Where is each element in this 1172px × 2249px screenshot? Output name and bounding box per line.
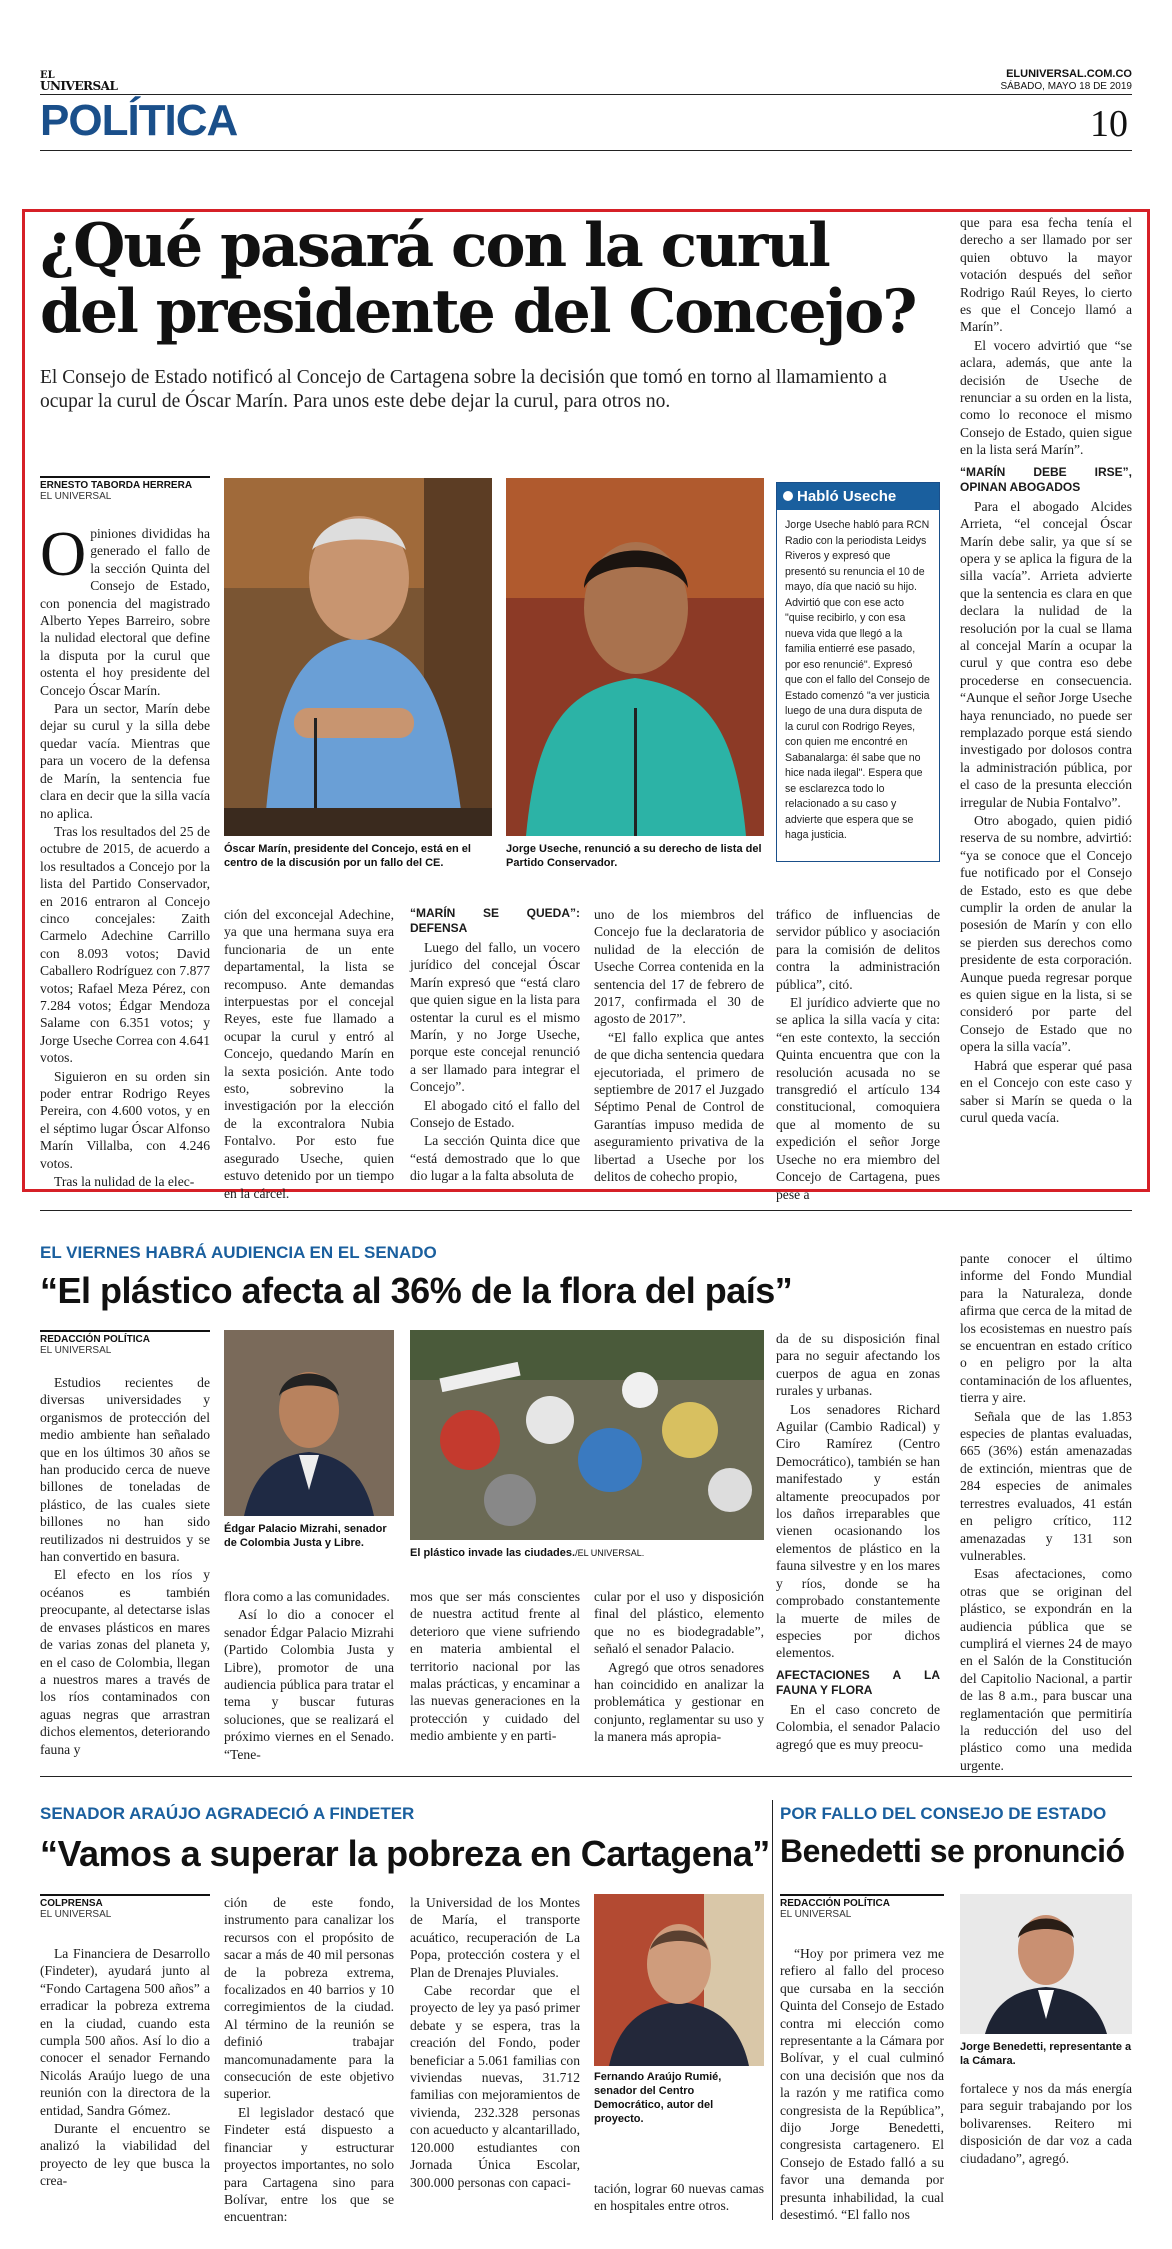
dropcap: O <box>40 518 87 589</box>
main-col3-p1: Luego del fallo, un vocero jurídico del concejal Óscar Marín expresó que “está claro que quien sigue en la lista para ostentar la curul es el mismo Marín, y no Jorge Useche, porque este concejal renunció a ser llamado para integrar el Concejo”. <box>410 940 580 1095</box>
plastic-col6-p2: Señala que de las 1.853 especies de plantas evaluadas, 665 (36%) están amenazadas de extinción, mientras que de 284 especies de animales terrestres evaluados, 41 están en peligro crítico, 112 amenazadas y 131 son vulnerables. <box>960 1408 1132 1563</box>
plastic-headline: “El plástico afecta al 36% de la flora del país” <box>40 1270 793 1311</box>
logo-line1: EL <box>40 70 55 81</box>
page-number: 10 <box>1090 103 1128 145</box>
main-col6-p3: Para el abogado Alcides Arrieta, “el concejal Óscar Marín debe salir, ya que sí se opera y se aplica la figura de la silla vacía”. Arrieta advierte que la sentencia es clara en que declara la nulidad de la resolución por la cual se llama al concejal Marín a ocupar la curul y que contra eso debe procederse en consecuencia. “Aunque el señor Jorge Useche haya renunciado, no puede ser remplazado porque está siendo investigado por dolosos contra la administración pública, por el caso de la presunta elección irregular de Nubia Fontalvo”. <box>960 498 1132 810</box>
main-col6-subhead: “MARÍN DEBE IRSE”, OPINAN ABOGADOS <box>960 464 1132 494</box>
plastic-col2-p1: flora como a las comunidades. <box>224 1589 390 1604</box>
main-col5-p1: tráfico de influencias de servidor público y asociación para la comisión de delitos contra la administración pública”, citó. <box>776 907 940 992</box>
photo-jorge-useche-art <box>506 478 764 836</box>
main-col3 <box>410 906 580 1186</box>
poverty-kicker: SENADOR ARAÚJO AGRADECIÓ A FINDETER <box>40 1804 415 1823</box>
main-headline-line1: ¿Qué pasará con la curul <box>40 211 829 281</box>
plastic-col1-p2: El efecto en los ríos y océanos es también preocupante, al detectarse islas de envases plásticos en mares de varias zonas del planeta y, en el caso de Colombia, llegan a nuestros mares a través de los ríos contaminados con aguas negras que arrastran dichos elementos, deteriorando fauna y <box>40 1567 210 1757</box>
main-byline <box>40 476 210 502</box>
plastic-outlet: EL UNIVERSAL <box>40 1345 112 1356</box>
photo-plastic-credit: /EL UNIVERSAL. <box>575 1548 645 1558</box>
divider-vertical <box>772 1800 773 2220</box>
poverty-col4 <box>594 2180 764 2216</box>
photo-jorge-benedetti-art <box>960 1894 1132 2034</box>
site-url[interactable]: ELUNIVERSAL.COM.CO <box>1006 68 1132 80</box>
poverty-col3-p2: Cabe recordar que el proyecto de ley ya pasó primer debate y se espera, tras la creación del Fondo, poder beneficiar a 5.061 familias con viviendas nuevas, 31.712 familias con mejoramientos de vivienda, 232.328 personas con acueducto y alcantarillado, 120.000 estudiantes con Jornada Única Escolar, 300.000 personas con capaci- <box>410 1983 580 2190</box>
photo-edgar-palacio-art <box>224 1330 394 1516</box>
main-author: ERNESTO TABORDA HERRERA <box>40 476 210 491</box>
plastic-col1 <box>40 1374 210 1759</box>
plastic-col4-p1: cular por el uso y disposición final del plástico, elemento que no es biodegradable”, señaló el senador Palacio. <box>594 1589 764 1657</box>
sidebar-title: Habló Useche <box>797 488 897 505</box>
plastic-col6-p1: pante conocer el último informe del Fondo Mundial para la Naturaleza, donde afirma que cerca de la mitad de los ecosistemas en nuestro país se encuentran en estado crítico o en peligro por la alta contaminación de los afluentes, tierra y aire. <box>960 1251 1132 1406</box>
issue-date: SÁBADO, MAYO 18 DE 2019 <box>1000 81 1132 92</box>
main-col6-p5: Habrá que esperar qué pasa en el Concejo con este caso y saber si Marín se queda o la curul queda vacía. <box>960 1057 1132 1125</box>
main-col5 <box>776 906 940 1204</box>
photo-edgar-palacio <box>224 1330 394 1516</box>
benedetti-outlet: EL UNIVERSAL <box>780 1909 852 1920</box>
plastic-col4 <box>594 1588 764 1747</box>
plastic-col2-p2: Así lo dio a conocer el senador Édgar Palacio Mizrahi (Partido Colombia Justa y Libre), promotor de una audiencia pública para tratar el tema y buscar futuras soluciones, que se realizará el próximo viernes en el Senado. “Tene- <box>224 1607 394 1762</box>
poverty-byline <box>40 1894 210 1920</box>
photo-jorge-useche-caption: Jorge Useche, renunció a su derecho de lista del Partido Conservador. <box>506 843 762 869</box>
poverty-col2 <box>224 1894 394 2227</box>
divider-2 <box>40 1776 1132 1777</box>
main-col4-p2: “El fallo explica que antes de que dicha sentencia quedara ejecutoriada, el primero de septiembre de 2017 el Juzgado Séptimo Penal de Control de Garantías impuso medida de aseguramiento privativa de la libertad a Useche por los delitos de cohecho propio, <box>594 1029 764 1185</box>
poverty-col2-p2: El legislador destacó que Findeter está dispuesto a financiar y estructurar proyectos importantes, no solo para Cartagena sino para Bolívar, entre los que se encuentran: <box>224 2104 394 2225</box>
main-headline-line2: del presidente del Concejo? <box>40 277 916 347</box>
plastic-col5-p3: En el caso concreto de Colombia, el senador Palacio agregó que es muy preocu- <box>776 1701 940 1752</box>
photo-oscar-marin-art <box>224 478 492 836</box>
poverty-col2-p1: ción de este fondo, instrumento para canalizar los recursos con el propósito de sacar a más de 40 mil personas de la pobreza extrema, focalizados en 40 barrios y 10 corregimientos de la ciudad. Al término de la reunión se definió trabajar mancomunadamente para la consecución de este objetivo superior. <box>224 1895 394 2102</box>
main-col4-p1: uno de los miembros del Concejo fue la declaratoria de nulidad de la elección de Useche Correa contenida en la sentencia del 17 de febrero de 2017, confirmada el 30 de agosto de 2017”. <box>594 907 764 1027</box>
poverty-col1 <box>40 1945 210 2191</box>
poverty-headline: “Vamos a superar la pobreza en Cartagena” <box>40 1833 770 1874</box>
section-title: POLÍTICA <box>40 96 238 145</box>
section-rule <box>40 150 1132 151</box>
main-outlet: EL UNIVERSAL <box>40 491 112 502</box>
main-col3-p2: El abogado citó el fallo del Consejo de Estado. <box>410 1097 580 1131</box>
main-col1-p4: Siguieron en su orden sin poder entrar Rodrigo Reyes Pereira, con 4.600 votos, y en el séptimo lugar Óscar Alfonso Marín Villalba, con 4.246 votos. <box>40 1068 210 1171</box>
main-col1-p5: Tras la nulidad de la elec- <box>54 1174 195 1190</box>
poverty-author: COLPRENSA <box>40 1894 210 1909</box>
benedetti-headline: Benedetti se pronunció <box>780 1833 1125 1869</box>
plastic-col1-p1: Estudios recientes de diversas universidades y organismos de protección del medio ambiente han señalado que en los últimos 30 años se han producido cerca de nueve billones de toneladas de plástico, de las cuales siete billones no han sido reutilizados ni destruidos y se han convertido en basura. <box>40 1375 210 1565</box>
plastic-author: REDACCIÓN POLÍTICA <box>40 1330 210 1345</box>
masthead-rule <box>40 94 1132 95</box>
plastic-byline <box>40 1330 210 1356</box>
main-col6-p1: que para esa fecha tenía el derecho a ser llamado por ser quien obtuvo la mayor votación después del señor Rodrigo Raúl Reyes, lo cierto es que el Concejo llamó a Marín”. <box>960 215 1132 335</box>
poverty-col3 <box>410 1894 580 2192</box>
photo-oscar-marin-caption: Óscar Marín, presidente del Concejo, está en el centro de la discusión por un fallo del CE. <box>224 843 471 869</box>
plastic-col6 <box>960 1250 1132 1775</box>
sidebar-bullet-icon <box>783 491 793 501</box>
photo-plastic-art <box>410 1330 764 1540</box>
photo-plastic-caption <box>410 1546 764 1560</box>
plastic-col5-subhead: AFECTACIONES A LA FAUNA Y FLORA <box>776 1667 940 1697</box>
logo-line2: UNIVERSAL <box>40 79 118 93</box>
main-deck: El Consejo de Estado notificó al Concejo de Cartagena sobre la decisión que tomó en torno al llamamiento a ocupar la curul de Óscar Marín. Para unos este debe dejar la curul, para otros no. <box>40 367 887 412</box>
main-col6 <box>960 214 1132 1127</box>
main-col6-p4: Otro abogado, quien pidió reserva de su nombre, advirtió: “ya se conoce que el Concejo fue notificado por el Consejo de Estado, esto es que debe cumplir la orden de anular la posesión de Marín y con ello se pierden sus derechos como presidente de esta corporación. Aunque pueda regresar porque es quien sigue en la lista, si se consideró por parte del Consejo de Estado que no opera la silla vacía”. <box>960 813 1132 1055</box>
plastic-col3-p1: mos que ser más conscientes de nuestra actitud frente al deterioro que viene sufriendo en materia ambiental el territorio nacional por las malas prácticas, y encaminar a las nuevas generaciones en la protección y cuidado del medio ambiente y en parti- <box>410 1589 580 1744</box>
poverty-outlet: EL UNIVERSAL <box>40 1909 112 1920</box>
plastic-kicker: EL VIERNES HABRÁ AUDIENCIA EN EL SENADO <box>40 1243 437 1262</box>
plastic-col4-p2: Agregó que otros senadores han coincidido en analizar la problemática y gestionar en conjunto, reglamentar su uso y la manera más apropia- <box>594 1659 764 1745</box>
poverty-col1-p1: La Financiera de Desarrollo (Findeter), ayudará junto al “Fondo Cartagena 500 años” a erradicar la pobreza extrema en la ciudad, cuando esta cumpla 500 años. Así lo dio a conocer el senador Fernando Nicolás Araújo luego de una reunión con la directora de la entidad, Sandra Gómez. <box>40 1946 210 2118</box>
benedetti-col2 <box>960 2080 1132 2168</box>
poverty-col1-p2: Durante el encuentro se analizó la viabilidad del proyecto de ley que busca la crea- <box>40 2121 210 2189</box>
photo-edgar-palacio-caption: Édgar Palacio Mizrahi, senador de Colombia Justa y Libre. <box>224 1523 387 1549</box>
main-col3-subhead: “MARÍN SE QUEDA”: DEFENSA <box>410 906 580 935</box>
photo-jorge-benedetti <box>960 1894 1132 2034</box>
photo-plastic <box>410 1330 764 1540</box>
benedetti-col1-p1: “Hoy por primera vez me refiero al fallo del proceso que cursaba en la sección Quinta del Consejo de Estado contra mi elección como representante a la Cámara por Bolívar, y el cual culminó con una decisión que nos da la razón y me ratifica como congresista de la República”, dijo Jorge Benedetti, congresista cartagenero. El Consejo de Estado falló a su favor una demanda por presunta inhabilidad, la cual desestimó. “El fallo nos <box>780 1946 944 2223</box>
sidebar-header <box>777 483 939 510</box>
photo-fernando-araujo-art <box>594 1894 764 2066</box>
sidebar-text: Jorge Useche habló para RCN Radio con la periodista Leidys Riveros y expresó que presentó su renuncia el 10 de mayo, día que nació su hijo. Advirtió que con ese acto "quise recibirlo, y con esa nueva vida que llegó a la familia entierré ese pasado, por eso renuncié". Expresó que con el fallo del Consejo de Estado comenzó "a ver justicia luego de una dura disputa de la curul con Rodrigo Reyes, con quien me encontré en Sabanalarga: él sabe que no hice nada ilegal". Espera que se esclarezca todo lo relacionado a su caso y advierte que espera que se haga justicia. <box>785 519 930 841</box>
benedetti-kicker: POR FALLO DEL CONSEJO DE ESTADO <box>780 1804 1107 1823</box>
plastic-col5-p2: Los senadores Richard Aguilar (Cambio Radical) y Ciro Ramírez (Centro Democrático), también se han manifestado y están altamente preocupados por los daños irreparables que vienen ocasionando los elementos de plástico en la fauna silvestre y en los mares y ríos, donde se ha comprobado constantemente la muerte de miles de especies por dichos elementos. <box>776 1401 940 1661</box>
main-col3-p3: La sección Quinta dice que “está demostrado que lo que dio lugar a la falta absoluta de <box>410 1133 580 1184</box>
plastic-col2 <box>224 1588 394 1764</box>
photo-jorge-benedetti-caption: Jorge Benedetti, representante a la Cámara. <box>960 2041 1132 2067</box>
benedetti-col1 <box>780 1945 944 2225</box>
plastic-col5-p1: da de su disposición final para no seguir afectando los cuerpos de agua en zonas rurales y urbanas. <box>776 1331 940 1399</box>
main-col1-p3: Tras los resultados del 25 de octubre de 2015, de acuerdo a los resultados a Concejo por la lista del Partido Conservador, en 2016 entraron al Concejo cinco concejales: Zaith Carmelo Adechine Carrillo con 8.093 votos; David Caballero Rodríguez con 7.877 votos; Rafael Meza Pérez, con 7.284 votos; Édgar Mendoza Salame con 6.351 votos; y Jorge Useche Correa con 4.641 votos. <box>40 823 210 1066</box>
photo-fernando-araujo <box>594 1894 764 2066</box>
main-headline <box>40 213 940 345</box>
poverty-col3-p1: la Universidad de los Montes de María, el transporte acuático, recuperación de La Popa, protección costera y el Plan de Drenajes Pluviales. <box>410 1895 580 1980</box>
photo-jorge-useche <box>506 478 764 836</box>
benedetti-byline <box>780 1894 944 1920</box>
sidebar-hablo-useche <box>776 482 940 862</box>
plastic-col3 <box>410 1588 580 1746</box>
poverty-col4-p1: tación, lograr 60 nuevas camas en hospitales entre otros. <box>594 2181 764 2214</box>
benedetti-author: REDACCIÓN POLÍTICA <box>780 1894 944 1909</box>
main-col4 <box>594 906 764 1187</box>
main-col2-p1: ción del exconcejal Adechine, ya que una hermana suya era funcionaria de un ente departamental, la lista se recompuso. Ante demandas interpuestas por el concejal Reyes, este fue llamado a ocupar la curul y entró al Concejo, quedando Marín en la sexta posición. Ante todo esto, sobrevino la investigación por la elección de la excontralora Nubia Fontalvo. Por esto fue asegurado Useche, quien estuvo detenido por un tiempo en la cárcel. <box>224 907 394 1201</box>
benedetti-col2-p1: fortalece y nos da más energía para seguir trabajando por los bolivarenses. Reitero mi disposición de dar voz a cada ciudadano”, agregó. <box>960 2081 1132 2166</box>
plastic-col5 <box>776 1330 940 1754</box>
divider-1 <box>40 1210 1132 1211</box>
plastic-col6-p3: Esas afectaciones, como otras que se originan del plástico, se expondrán en la audiencia pública que se cumplirá el viernes 24 de mayo en el Salón de la Constitución del Capitolio Nacional, a partir de las 8 a.m., para buscar una reglamentación que permitiría la reducción del uso del plástico como una medida urgente. <box>960 1566 1132 1773</box>
main-col1-p1: piniones divididas ha generado el fallo de la sección Quinta del Consejo de Estado, con ponencia del magistrado Alberto Yepes Barreiro, sobre la nulidad electoral que define la disputa por la curul que ostenta el hoy presidente del Concejo Óscar Marín. <box>40 526 210 698</box>
main-col1-p2: Para un sector, Marín debe dejar su curul y la silla debe quedar vacía. Mientras que para un vocero de la defensa de Marín, la sentencia fue clara en decir que la silla vacía no aplica. <box>40 701 210 821</box>
photo-fernando-araujo-caption: Fernando Araújo Rumié, senador del Centro Democrático, autor del proyecto. <box>594 2071 722 2125</box>
main-col2 <box>224 906 394 1203</box>
photo-plastic-caption-text: El plástico invade las ciudades. <box>410 1547 576 1559</box>
logo[interactable] <box>40 70 117 92</box>
photo-oscar-marin <box>224 478 492 836</box>
main-col6-p2: El vocero advirtió que “se aclara, además, que ante la decisión de Useche de renunciar a su orden en la lista, como lo reconoce el mismo Consejo de Estado, quien sigue en la lista será Marín”. <box>960 337 1132 458</box>
main-col5-p2: El jurídico advierte que no se aplica la silla vacía y cita: “en este contexto, la sección Quinta encuentra que con la resolución acusada no se transgredió el artículo 134 constitucional, comoquiera que al momento de su expedición el señor Jorge Useche no era miembro del Concejo de Cartagena, pues pese a <box>776 995 940 1202</box>
main-col1 <box>40 518 210 1191</box>
